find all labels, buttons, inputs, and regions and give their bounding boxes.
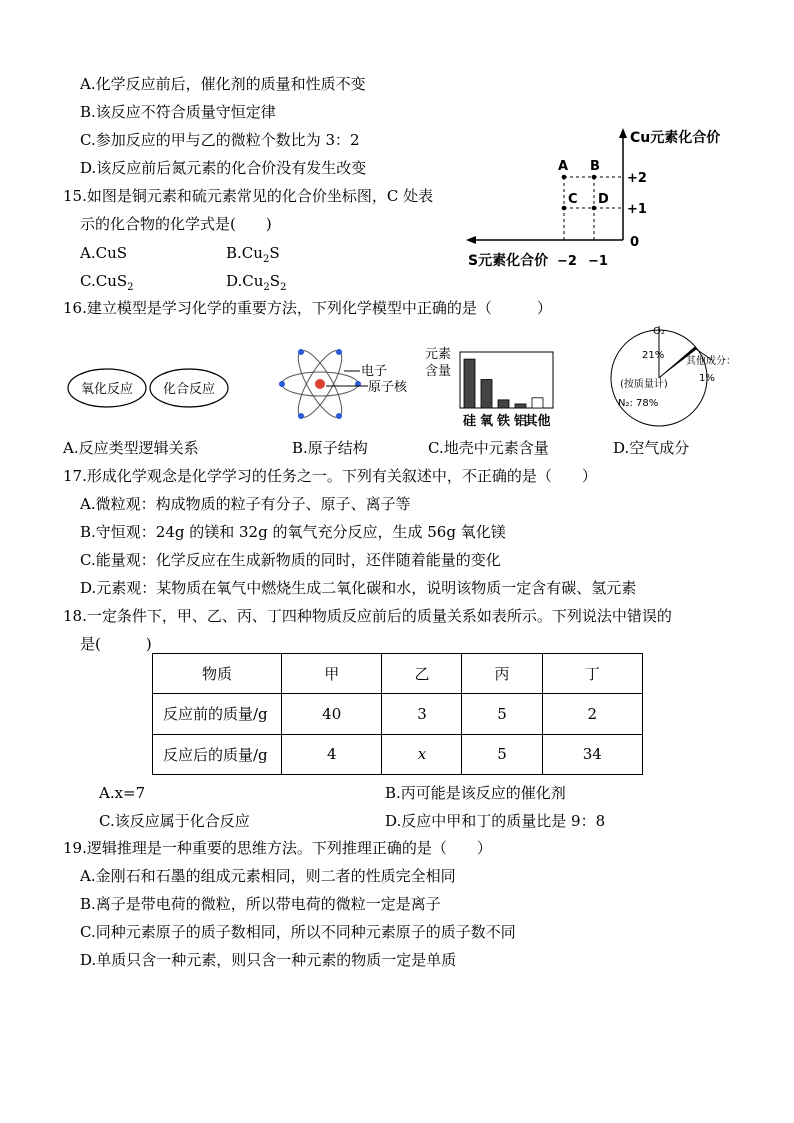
- table-cell: 34: [542, 734, 642, 774]
- q16-caption-a: A.反应类型逻辑关系: [63, 439, 199, 457]
- pie-label-21: 21%: [642, 350, 665, 361]
- table-cell: 反应后的质量/g: [153, 734, 282, 774]
- table-cell: 4: [282, 734, 382, 774]
- table-cell: 5: [462, 734, 542, 774]
- point-d: [592, 206, 597, 211]
- q15-stem-line2: 示的化合物的化学式是( ): [80, 215, 272, 233]
- nucleus: [315, 379, 325, 389]
- table-header-cell: 丙: [462, 654, 542, 694]
- table-cell: 5: [462, 694, 542, 734]
- q15-option-a: A.CuS: [80, 244, 128, 262]
- table-header-cell: 丁: [542, 654, 642, 694]
- bar-label-1: 氧: [479, 414, 494, 429]
- table-cell: 2: [542, 694, 642, 734]
- q14-option-a: A.化学反应前后，催化剂的质量和性质不变: [80, 75, 366, 93]
- nucleus-label: 原子核: [368, 380, 408, 395]
- y-tick-plus2: +2: [627, 171, 647, 186]
- oval-oxidation-label: 氧化反应: [80, 382, 134, 397]
- pie-label-1: 1%: [699, 373, 715, 384]
- table-cell: x: [382, 734, 462, 774]
- q19-option-a: A.金刚石和石墨的组成元素相同，则二者的性质完全相同: [80, 867, 456, 885]
- q16-stem: 16.建立模型是学习化学的重要方法，下列化学模型中正确的是（ ）: [63, 299, 552, 317]
- table-header-cell: 甲: [282, 654, 382, 694]
- table-header-cell: 乙: [382, 654, 462, 694]
- q17-stem: 17.形成化学观念是化学学习的任务之一。下列有关叙述中，不正确的是（ ）: [63, 467, 597, 485]
- q18-option-a: A.x=7: [99, 784, 146, 802]
- oval-combination-label: 化合反应: [162, 382, 216, 397]
- y-tick-plus1: +1: [627, 202, 647, 217]
- x-tick-minus1: −1: [588, 254, 608, 269]
- label-c: C: [568, 192, 578, 207]
- table-cell: 3: [382, 694, 462, 734]
- pie-label-n2: N₂: 78%: [618, 398, 659, 409]
- bar-2: [498, 400, 509, 408]
- q17-option-a: A.微粒观：构成物质的粒子有分子、原子、离子等: [80, 495, 411, 513]
- table-cell: 反应前的质量/g: [153, 694, 282, 734]
- q15-option-d: $D.Cu_2S_2$: [226, 272, 287, 293]
- bar-4: [532, 398, 543, 408]
- q18-option-c: C.该反应属于化合反应: [99, 812, 250, 830]
- y-axis-label: Cu元素化合价: [630, 130, 721, 146]
- bar-label-4: 其他: [524, 414, 551, 429]
- q14-option-d: D.该反应前后氮元素的化合价没有发生改变: [80, 159, 367, 177]
- y-axis-arrow: [619, 128, 627, 138]
- pie-label-other: 其他成分：: [686, 356, 736, 367]
- origin-label: 0: [630, 235, 640, 250]
- table-cell: 40: [282, 694, 382, 734]
- label-d: D: [598, 192, 609, 207]
- table-header-cell: 物质: [153, 654, 282, 694]
- q18-option-d: D.反应中甲和丁的质量比是 9：8: [385, 812, 606, 830]
- q19-option-c: C.同种元素原子的质子数相同，所以不同种元素原子的质子数不同: [80, 923, 516, 941]
- q18-stem-line2: 是( ): [80, 635, 152, 653]
- atom-model: [278, 338, 418, 438]
- pie-center-label: (按质量计): [620, 379, 668, 390]
- q16-caption-d: D.空气成分: [613, 439, 690, 457]
- q14-option-b: B.该反应不符合质量守恒定律: [80, 103, 276, 121]
- q17-option-d: D.元素观：某物质在氧气中燃烧生成二氧化碳和水，说明该物质一定含有碳、氢元素: [80, 579, 637, 597]
- crust-element-chart: [420, 342, 560, 430]
- x-axis-label: S元素化合价: [468, 253, 549, 269]
- bar-label-2: 铁: [496, 414, 511, 429]
- q19-option-d: D.单质只含一种元素，则只含一种元素的物质一定是单质: [80, 951, 457, 969]
- bar-3: [515, 404, 526, 408]
- bar-label-3: 铝: [513, 414, 528, 429]
- point-a: [562, 175, 567, 180]
- air-composition-pie: [596, 318, 776, 428]
- point-b: [592, 175, 597, 180]
- q16-caption-b: B.原子结构: [292, 439, 368, 457]
- q15-stem-line1: 15.如图是铜元素和硫元素常见的化合价坐标图，C 处表: [63, 187, 434, 205]
- bar-1: [481, 379, 492, 408]
- electron: [279, 381, 285, 387]
- table-row: [153, 694, 643, 734]
- q19-stem: 19.逻辑推理是一种重要的思维方法。下列推理正确的是（ ）: [63, 839, 492, 857]
- chart-ylabel-line1: 元素: [425, 347, 452, 362]
- pie-label-o2: O₂: [653, 326, 665, 337]
- x-axis-arrow: [466, 236, 476, 244]
- q18-stem-line1: 18.一定条件下，甲、乙、丙、丁四种物质反应前后的质量关系如表所示。下列说法中错误的: [63, 607, 672, 625]
- point-c: [562, 206, 567, 211]
- electron-label: 电子: [361, 364, 388, 379]
- q17-option-b: B.守恒观：24g 的镁和 32g 的氧气充分反应，生成 56g 氧化镁: [80, 523, 506, 541]
- mass-table: [152, 653, 643, 775]
- electron: [336, 413, 342, 419]
- electron: [298, 349, 304, 355]
- bar-0: [464, 359, 475, 408]
- q15-option-c: C.CuS$_2$: [80, 272, 134, 293]
- bar-label-0: 硅: [462, 414, 477, 429]
- electron: [298, 413, 304, 419]
- chart-ylabel-line2: 含量: [425, 364, 452, 379]
- q16-caption-c: C.地壳中元素含量: [428, 439, 549, 457]
- q17-option-c: C.能量观：化学反应在生成新物质的同时，还伴随着能量的变化: [80, 551, 501, 569]
- electron: [336, 349, 342, 355]
- valence-graph: [460, 122, 760, 272]
- x-tick-minus2: −2: [557, 254, 577, 269]
- q15-option-b: $B.Cu_2S$: [226, 244, 280, 265]
- q14-option-c: C.参加反应的甲与乙的微粒个数比为 3：2: [80, 131, 360, 149]
- label-b: B: [590, 159, 600, 174]
- table-header-row: [153, 654, 643, 694]
- label-a: A: [558, 159, 569, 174]
- reaction-type-diagram: [66, 364, 261, 412]
- q18-option-b: B.丙可能是该反应的催化剂: [385, 784, 566, 802]
- q19-option-b: B.离子是带电荷的微粒，所以带电荷的微粒一定是离子: [80, 895, 441, 913]
- table-row: [153, 734, 643, 774]
